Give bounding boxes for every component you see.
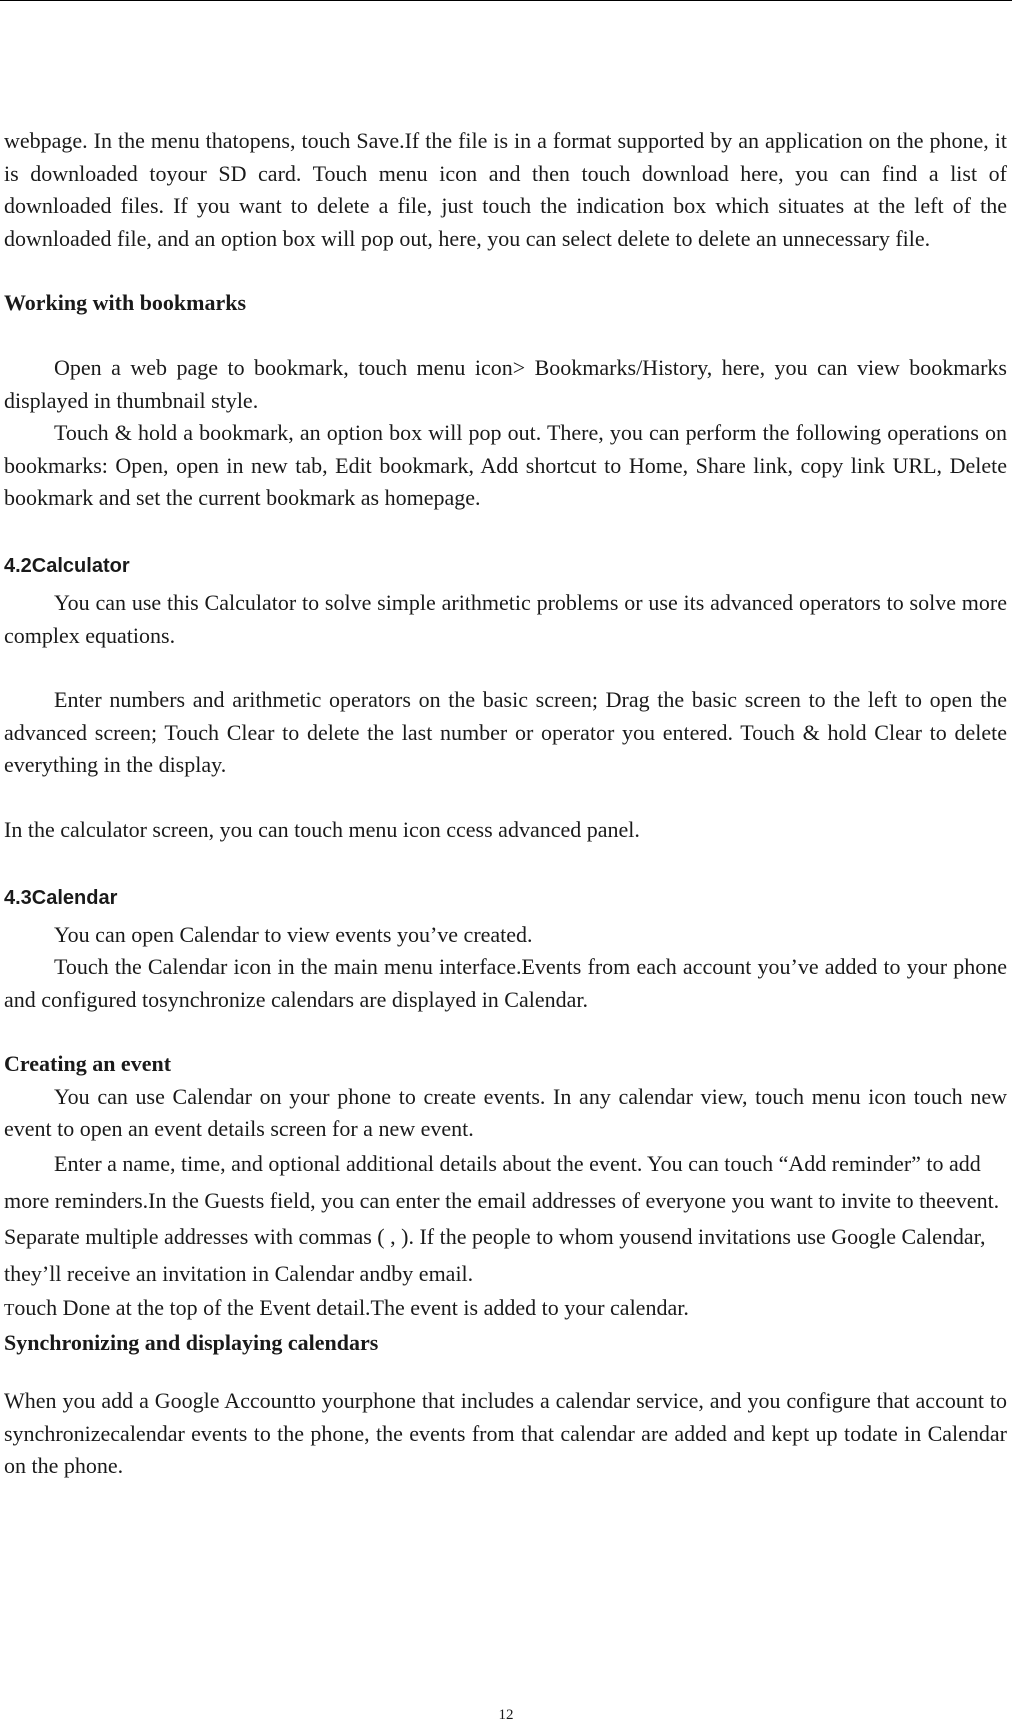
sync-heading: Synchronizing and displaying calendars bbox=[4, 1329, 379, 1355]
bookmarks-paragraph-1: Open a web page to bookmark, touch menu icon> Bookmarks/History, here, you can view bookmarks displayed in thumbnail style. bbox=[4, 354, 1007, 413]
page-content bbox=[4, 125, 1007, 1483]
intro-paragraph: webpage. In the menu thatopens, touch Save.If the file is in a format supported by an application on the phone, it is downloaded toyour SD card. Touch menu icon and then touch download here, you can find a list of downloaded files. If you want to delete a file, just touch the indication box which situates at the left of the downloaded file, and an option box will pop out, here, you can select delete to delete an unnecessary file. bbox=[4, 128, 1007, 251]
calendar-paragraph-2: Touch the Calendar icon in the main menu interface.Events from each account you’ve added to your phone and configured tosynchronize calendars are displayed in Calendar. bbox=[4, 954, 1007, 1012]
calculator-paragraph-3: In the calculator screen, you can touch menu icon ccess advanced panel. bbox=[4, 816, 640, 842]
calendar-paragraph-1: You can open Calendar to view events you’ve created. bbox=[54, 921, 533, 947]
creating-event-paragraph-2: Enter a name, time, and optional additional details about the event. You can touch “Add reminder” to add more reminders.In the Guests field, you can enter the email addresses of everyone you want to invite to theevent. Separate multiple addresses with commas ( , ). If the people to whom yousend invitations use Google Calendar, they’ll receive an invitation in Calendar andby email. bbox=[4, 1151, 1000, 1286]
calculator-paragraph-2: Enter numbers and arithmetic operators on the basic screen; Drag the basic screen to the left to open the advanced screen; Touch Clear to delete the last number or operator you entered. Touch & hold Clear to delete everything in the display. bbox=[4, 687, 1007, 778]
calculator-paragraph-1: You can use this Calculator to solve simple arithmetic problems or use its advanced operators to solve more complex equations. bbox=[4, 589, 1007, 648]
bookmarks-heading: Working with bookmarks bbox=[4, 290, 247, 316]
creating-event-paragraph-3-text: ouch Done at the top of the Event detail.The event is added to your calendar. bbox=[14, 1295, 689, 1321]
top-rule bbox=[0, 0, 1012, 1]
sync-paragraph: When you add a Google Accountto yourphone that includes a calendar service, and you configure that account to synchronizecalendar events to the phone, the events from that calendar are added and kept up todate in Calendar on the phone. bbox=[4, 1388, 1007, 1479]
calendar-heading: 4.3Calendar bbox=[4, 886, 118, 909]
creating-event-paragraph-3 bbox=[4, 1292, 1007, 1327]
creating-event-paragraph-1: You can use Calendar on your phone to create events. In any calendar view, touch menu icon touch new event to open an event details screen for a new event. bbox=[4, 1083, 1007, 1142]
calculator-heading: 4.2Calculator bbox=[4, 554, 130, 577]
page-number: 12 bbox=[498, 1707, 514, 1723]
bookmarks-paragraph-2: Touch & hold a bookmark, an option box will pop out. There, you can perform the following operations on bookmarks: Open, open in new tab, Edit bookmark, Add shortcut to Home, Share link, copy link URL, Delete bookmark and set the current bookmark as homepage. bbox=[4, 420, 1007, 511]
creating-event-heading: Creating an event bbox=[4, 1051, 172, 1077]
small-capital-t: T bbox=[4, 1300, 15, 1320]
